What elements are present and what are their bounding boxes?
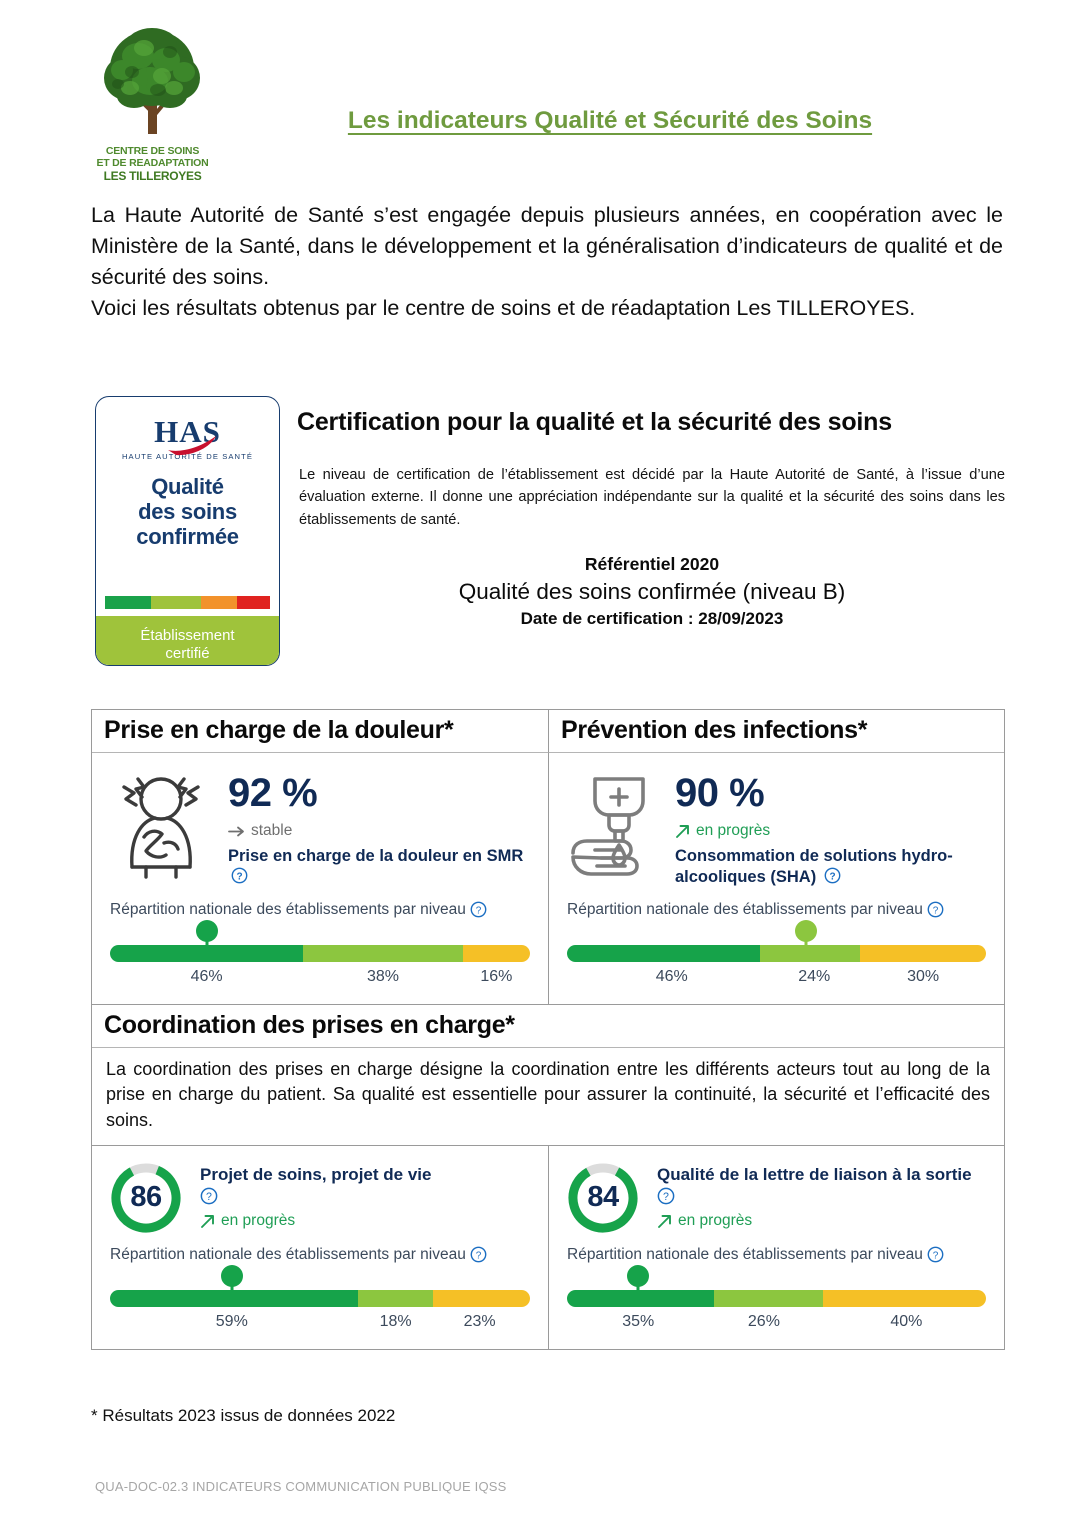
svg-text:?: ?: [932, 1250, 939, 1262]
gauge-labels-discharge-letter: [567, 1313, 986, 1335]
distribution-title-text-discharge-letter: Répartition nationale des établissements par niveau: [567, 1245, 923, 1263]
info-circle-icon[interactable]: [927, 901, 944, 918]
gauge-labels-pain: [110, 968, 530, 990]
certification-result: [299, 554, 1005, 629]
gauge-labels-infection: [567, 968, 986, 990]
has-claim-line-2: des soins: [138, 499, 237, 525]
has-badge-footer: [96, 616, 279, 666]
kpi-value-pain: 92 %: [228, 771, 318, 815]
gauge-marker-stem: [230, 1284, 233, 1300]
kpi-label-care-project: Projet de soins, projet de vie: [200, 1164, 432, 1184]
certification-description: Le niveau de certification de l’établissement est décidé par la Haute Autorité de Santé, à l’issue d’une évaluation externe. Il donne une appréciation indépendante sur la qualité et la sécurité des soins dans les établissements de santé.: [299, 467, 1005, 528]
gauge-marker-discharge-letter: [627, 1265, 649, 1287]
arrow-up-right-icon: [675, 824, 691, 839]
certification-level: Qualité des soins confirmée (niveau B): [458, 579, 846, 604]
indicator-card-pain: [92, 753, 548, 1004]
info-circle-icon[interactable]: [657, 1187, 675, 1205]
kpi-label-text-pain: Prise en charge de la douleur en SMR: [228, 847, 524, 865]
kpi-trend-label-care-project: en progrès: [221, 1212, 296, 1230]
distribution-discharge-letter: [549, 1240, 1004, 1349]
distribution-gauge-care-project: [110, 1290, 530, 1307]
gauge-track-care-project: [110, 1290, 530, 1307]
indicators-table: [91, 709, 1005, 1350]
has-level-segment-orange: [201, 596, 237, 609]
gauge-label-2: 24%: [798, 967, 831, 985]
kpi-info-pain: [228, 767, 532, 889]
kpi-trend-label-discharge-letter: en progrès: [678, 1212, 753, 1230]
info-circle-icon[interactable]: [470, 901, 487, 918]
svg-text:?: ?: [475, 1250, 482, 1262]
has-level-segment-red: [237, 596, 270, 609]
distribution-pain: [92, 895, 548, 1004]
has-footer-line-1: Établissement: [140, 626, 235, 644]
logo-line-2: ET DE READAPTATION: [96, 156, 209, 169]
gauge-segment-1: [110, 1290, 358, 1307]
kpi-value-infection: 90 %: [675, 771, 765, 815]
intro-text: [91, 200, 1003, 324]
kpi-label-infection: [675, 846, 988, 889]
distribution-title-text-pain: Répartition nationale des établissements par niveau: [110, 900, 466, 918]
svg-text:?: ?: [829, 871, 836, 883]
kpi-pain: [92, 753, 548, 895]
svg-text:?: ?: [663, 1191, 669, 1204]
svg-text:?: ?: [932, 905, 939, 917]
indicators-body-row: [92, 753, 1004, 1005]
kpi-trend-label-infection: en progrès: [696, 822, 771, 839]
hand-sanitizer-icon: [565, 767, 661, 888]
info-row-discharge-letter: [657, 1187, 988, 1210]
logo-line-3: LES TILLEROYES: [103, 168, 202, 183]
info-circle-icon[interactable]: [470, 1246, 487, 1263]
intro-paragraph-2: Voici les résultats obtenus par le centre de soins et de réadaptation Les TILLEROYES.: [91, 295, 916, 320]
distribution-title-care-project: [110, 1246, 530, 1264]
distribution-title-pain: [110, 901, 530, 919]
donut-discharge-letter: [565, 1160, 641, 1236]
gauge-marker-stem: [637, 1284, 640, 1300]
distribution-title-infection: [567, 901, 986, 919]
intro-paragraph-1: La Haute Autorité de Santé s’est engagée depuis plusieurs années, en coopération avec le Ministère de la Santé, dans le développement et la généralisation d’indicateurs de qualité et de sécurité des soins.: [91, 203, 1003, 289]
donut-care-project: [108, 1160, 184, 1236]
has-footer-line-2: certifié: [165, 644, 210, 662]
logo-line-1: CENTRE DE SOINS: [105, 145, 200, 157]
has-level-segment-green: [105, 596, 151, 609]
has-claim-line-3: confirmée: [136, 524, 239, 550]
indicator-card-discharge-letter: [548, 1146, 1004, 1349]
kpi-label-discharge-letter: Qualité de la lettre de liaison à la sortie: [657, 1164, 972, 1184]
has-swoosh-icon: [166, 434, 228, 456]
kpi-info-discharge-letter: [657, 1160, 988, 1231]
has-logo: [154, 414, 221, 448]
distribution-care-project: [92, 1240, 548, 1349]
has-logo-letters: HAS: [154, 414, 221, 449]
has-level-segment-lightgreen: [151, 596, 201, 609]
gauge-label-1: 46%: [190, 967, 223, 985]
gauge-segment-1: [567, 1290, 714, 1307]
donut-score-discharge-letter: 84: [587, 1181, 619, 1214]
gauge-segment-3: [860, 945, 986, 962]
tree-icon: [100, 26, 205, 144]
gauge-marker-pain: [196, 920, 218, 942]
gauge-label-1: 35%: [622, 1312, 655, 1330]
kpi-label-pain: [228, 846, 532, 889]
has-badge-top: [96, 397, 279, 590]
gauge-label-2: 26%: [747, 1312, 780, 1330]
donut-score-care-project: 86: [130, 1181, 162, 1214]
svg-text:?: ?: [475, 905, 482, 917]
arrow-up-right-icon: [200, 1214, 216, 1229]
kpi-infection: [549, 753, 1004, 895]
distribution-gauge-infection: [567, 945, 986, 962]
has-level-bar: [105, 596, 270, 609]
gauge-segment-3: [433, 1290, 530, 1307]
arrow-up-right-icon: [657, 1214, 673, 1229]
gauge-label-3: 23%: [463, 1312, 496, 1330]
has-claim-line-1: Qualité: [151, 474, 224, 499]
gauge-segment-2: [760, 945, 861, 962]
section-title-coordination: Coordination des prises en charge*: [92, 1005, 1004, 1048]
certification-referentiel: Référentiel 2020: [584, 554, 720, 574]
distribution-title-text-infection: Répartition nationale des établissements par niveau: [567, 900, 923, 918]
gauge-marker-care-project: [221, 1265, 243, 1287]
footnote: * Résultats 2023 issus de données 2022: [91, 1406, 396, 1425]
gauge-segment-3: [463, 945, 530, 962]
gauge-segment-1: [567, 945, 760, 962]
gauge-labels-care-project: [110, 1313, 530, 1335]
has-logo-subtitle: HAUTE AUTORITÉ DE SANTÉ: [121, 452, 254, 461]
gauge-segment-2: [358, 1290, 434, 1307]
coordination-description: La coordination des prises en charge désigne la coordination entre les différents acteurs tout au long de la prise en charge du patient. Sa qualité est essentielle pour assurer la continuité, la sécurité et l’efficacité des soins.: [92, 1048, 1004, 1146]
coordination-body-row: [92, 1146, 1004, 1349]
kpi-discharge-letter: [549, 1146, 1004, 1240]
kpi-info-infection: [675, 767, 988, 889]
gauge-label-3: 40%: [890, 1312, 923, 1330]
page-title: Les indicateurs Qualité et Sécurité des Soins: [347, 107, 873, 134]
kpi-trend-infection: [675, 822, 988, 840]
person-in-pain-icon: [108, 767, 214, 884]
arrow-right-icon: [228, 825, 246, 838]
gauge-marker-stem: [804, 939, 807, 955]
section-title-pain: Prise en charge de la douleur*: [92, 710, 548, 753]
info-circle-icon[interactable]: [824, 867, 841, 884]
gauge-track-infection: [567, 945, 986, 962]
info-circle-icon[interactable]: [927, 1246, 944, 1263]
gauge-label-3: 30%: [907, 967, 940, 985]
distribution-gauge-discharge-letter: [567, 1290, 986, 1307]
document-header: [0, 0, 1086, 200]
organization-logo: [95, 26, 210, 183]
indicator-card-care-project: [92, 1146, 548, 1349]
info-row-care-project: [200, 1187, 532, 1210]
kpi-trend-care-project: [200, 1212, 532, 1230]
kpi-label-text-infection: Consommation de solutions hydro-alcooliques (SHA): [675, 847, 953, 887]
svg-text:?: ?: [206, 1191, 212, 1204]
gauge-segment-2: [714, 1290, 823, 1307]
section-title-infection: Prévention des infections*: [548, 710, 1004, 753]
indicator-card-infection: [548, 753, 1004, 1004]
info-circle-icon[interactable]: [200, 1187, 218, 1205]
kpi-care-project: [92, 1146, 548, 1240]
gauge-track-discharge-letter: [567, 1290, 986, 1307]
gauge-label-3: 16%: [480, 967, 513, 985]
info-circle-icon[interactable]: [231, 867, 248, 884]
gauge-label-1: 59%: [215, 1312, 248, 1330]
svg-text:?: ?: [236, 871, 243, 883]
has-certification-badge: [95, 396, 280, 666]
certification-heading: Certification pour la qualité et la sécurité des soins: [297, 408, 892, 436]
gauge-segment-2: [303, 945, 463, 962]
gauge-label-2: 18%: [379, 1312, 412, 1330]
gauge-track-pain: [110, 945, 530, 962]
gauge-marker-stem: [205, 939, 208, 955]
coordination-header-row: [92, 1005, 1004, 1048]
certification-date: Date de certification : 28/09/2023: [520, 609, 784, 628]
distribution-title-text-care-project: Répartition nationale des établissements par niveau: [110, 1245, 466, 1263]
gauge-label-1: 46%: [655, 967, 688, 985]
indicators-header-row: [92, 710, 1004, 753]
gauge-segment-3: [823, 1290, 986, 1307]
gauge-marker-infection: [795, 920, 817, 942]
kpi-trend-discharge-letter: [657, 1212, 988, 1230]
kpi-trend-pain: [228, 822, 532, 840]
logo-caption: [95, 146, 210, 183]
has-claim: [96, 474, 279, 549]
kpi-trend-label-pain: stable: [251, 822, 293, 839]
document-reference: QUA-DOC-02.3 INDICATEURS COMMUNICATION PUBLIQUE IQSS: [95, 1479, 507, 1494]
distribution-infection: [549, 895, 1004, 1004]
distribution-gauge-pain: [110, 945, 530, 962]
kpi-info-care-project: [200, 1160, 532, 1231]
distribution-title-discharge-letter: [567, 1246, 986, 1264]
gauge-label-2: 38%: [366, 967, 400, 985]
